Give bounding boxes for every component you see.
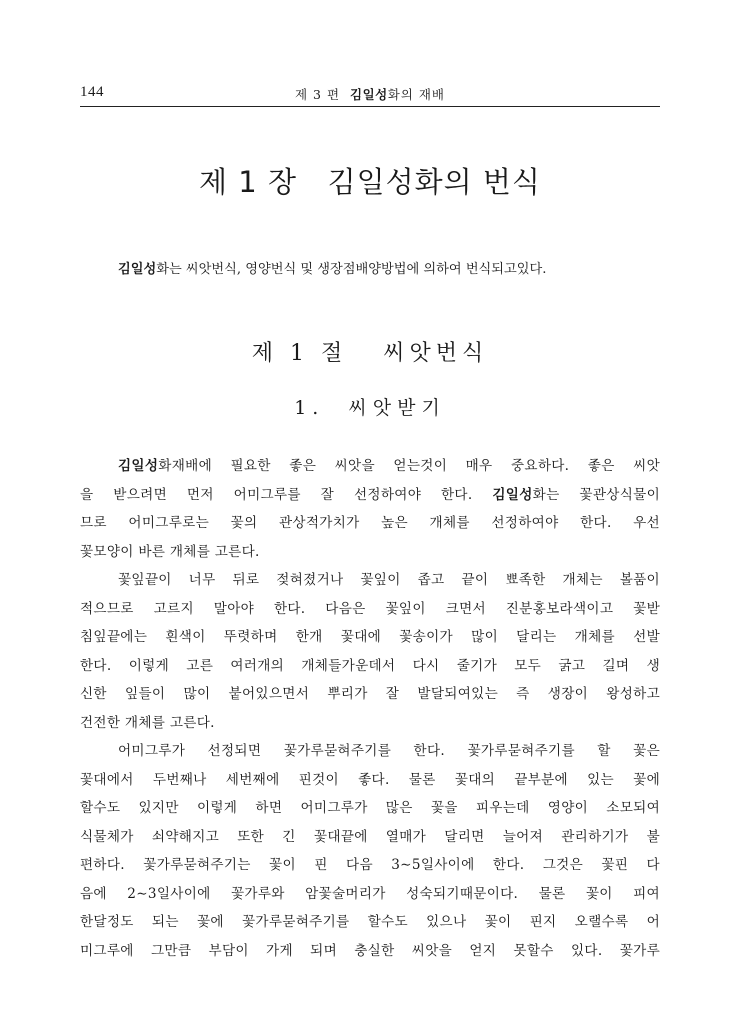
body-line: 한다. 이렇게 고른 여러개의 개체들가운데서 다시 줄기가 모두 굵고 길며 생 bbox=[80, 657, 660, 674]
body-line: 꽃대에서 두번째나 세번째에 핀것이 좋다. 물론 꽃대의 끝부분에 있는 꽃에 bbox=[80, 771, 660, 788]
body-text-run: 을 받으려면 먼저 어미그루를 잘 선정하여야 한다. bbox=[80, 486, 493, 503]
intro-text: 화는 씨앗번식, 영양번식 및 생장점배양방법에 의하여 번식되고있다. bbox=[156, 262, 547, 277]
intro-name: 김일성 bbox=[118, 262, 157, 277]
body-line: 한달정도 되는 꽃에 꽃가루묻혀주기를 할수도 있으나 꽃이 핀지 오랠수록 어 bbox=[80, 914, 660, 930]
section-title: 제 1 절 씨앗번식 bbox=[251, 341, 489, 366]
body-line: 침잎끝에는 흰색이 뚜렷하며 한개 꽃대에 꽃송이가 많이 달리는 개체를 선발 bbox=[80, 629, 660, 645]
body-line: 신한 잎들이 많이 붙어있으면서 뿌리가 잘 발달되여있는 즉 생장이 왕성하고 bbox=[80, 686, 660, 702]
running-header bbox=[80, 84, 660, 107]
body-line: 므로 어미그루로는 꽃의 관상적가치가 높은 개체를 선정하여야 한다. 우선 bbox=[80, 515, 660, 531]
running-title bbox=[80, 85, 660, 103]
chapter-title: 제 1 장 김일성화의 번식 bbox=[199, 165, 541, 199]
part-prefix: 제 3 편 bbox=[294, 87, 341, 102]
body-line: 적으므로 고르지 말아야 한다. 다음은 꽃잎이 크면서 진분홍보라색이고 꽃받 bbox=[80, 600, 660, 617]
name-bold: 김일성 bbox=[118, 458, 159, 474]
body-line bbox=[80, 452, 660, 481]
body-line: 건전한 개체를 고른다. bbox=[80, 714, 215, 731]
body-line bbox=[80, 481, 660, 510]
subsection-title: 1. 씨앗받기 bbox=[294, 397, 446, 419]
part-name: 김일성 bbox=[350, 87, 388, 102]
body-line: 음에 2∼3일사이에 꽃가루와 암꽃술머리가 성숙되기때문이다. 물론 꽃이 피여 bbox=[80, 885, 660, 902]
body-line: 꽃잎끝이 너무 뒤로 젖혀졌거나 꽃잎이 좁고 끝이 뾰족한 개체는 볼품이 bbox=[118, 572, 660, 588]
body-line: 꽃모양이 바른 개체를 고른다. bbox=[80, 543, 260, 560]
name-bold: 김일성 bbox=[492, 486, 533, 503]
body-line: 편하다. 꽃가루묻혀주기는 꽃이 핀 다음 3∼5일사이에 한다. 그것은 꽃핀 다 bbox=[80, 857, 660, 873]
body-text-run: 화재배에 필요한 좋은 씨앗을 얻는것이 매우 중요하다. 좋은 씨앗 bbox=[158, 458, 660, 474]
part-suffix: 화의 재배 bbox=[387, 87, 446, 102]
body-line: 할수도 있지만 이렇게 하면 어미그루가 많은 꽃을 피우는데 영양이 소모되여 bbox=[80, 800, 660, 816]
body-text-run: 화는 꽃관상식물이 bbox=[532, 486, 660, 503]
body-line: 어미그루가 선정되면 꽃가루묻혀주기를 한다. 꽃가루묻혀주기를 할 꽃은 bbox=[118, 743, 660, 759]
body-line: 식물체가 쇠약해지고 또한 긴 꽃대끝에 열매가 달리면 늘어져 관리하기가 불 bbox=[80, 828, 660, 845]
intro-paragraph bbox=[80, 258, 660, 282]
page-number: 144 bbox=[80, 84, 104, 100]
body-text bbox=[80, 452, 660, 965]
body-line: 미그루에 그만큼 부담이 가게 되며 충실한 씨앗을 얻지 못할수 있다. 꽃가루 bbox=[80, 942, 660, 959]
